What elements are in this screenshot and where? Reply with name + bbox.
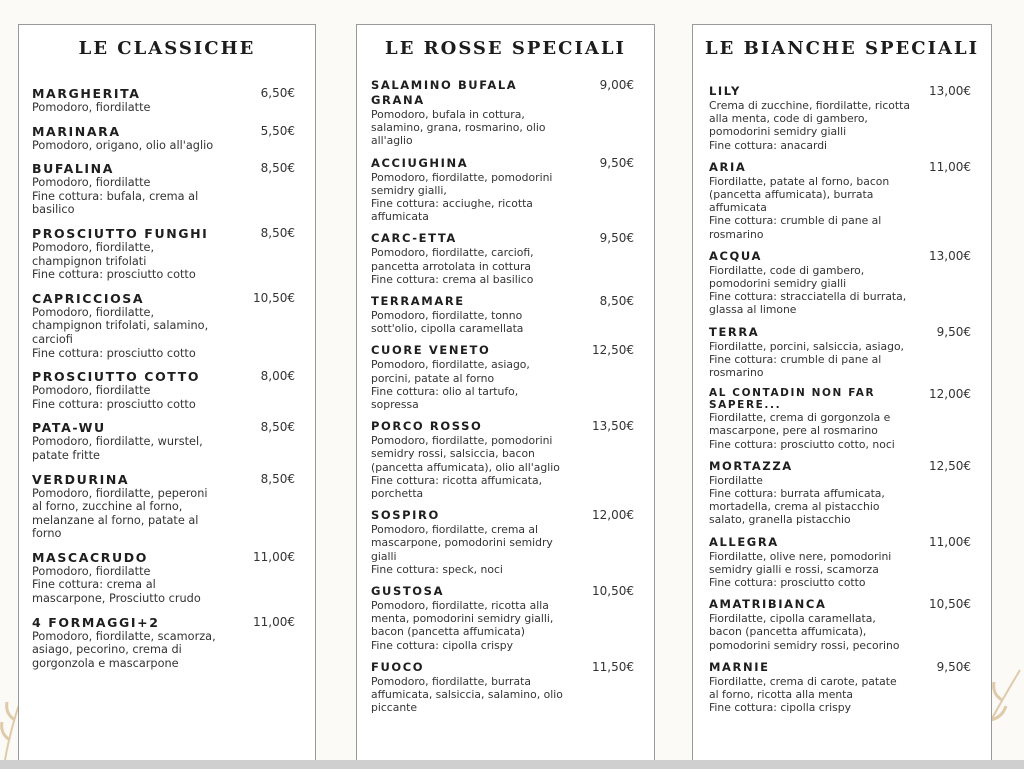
item-description-line: porchetta	[371, 487, 424, 501]
item-description-line: rosmarino	[709, 366, 764, 380]
menu-item	[709, 160, 971, 241]
item-description-line: Pomodoro, fiordilatte, ricotta alla	[371, 599, 549, 613]
item-name: FUOCO	[371, 659, 425, 674]
item-description-line: Fine cottura: cipolla crispy	[709, 701, 852, 715]
item-description-line: Pomodoro, fiordilatte,	[32, 240, 155, 254]
item-description-line: Pomodoro, origano, olio all'aglio	[32, 138, 214, 152]
item-description-line: (pancetta affumicata), olio all'aglio	[371, 460, 560, 474]
item-description-line: Fine cottura: anacardi	[709, 138, 828, 152]
item-description-line: Pomodoro, fiordilatte	[32, 564, 151, 578]
section-title: LE CLASSICHE	[78, 38, 256, 59]
item-description-line: affumicata	[709, 201, 767, 215]
item-price: 11,00€	[253, 549, 295, 564]
item-description-line: Pomodoro, fiordilatte, peperoni	[32, 486, 208, 500]
item-price: 9,50€	[936, 324, 971, 339]
item-name: MASCACRUDO	[32, 549, 148, 565]
item-description-line: Crema di zucchine, fiordilatte, ricotta	[709, 99, 910, 112]
item-name: CAPRICCIOSA	[32, 290, 145, 306]
item-description-line: champignon trifolati, salamino,	[32, 319, 209, 333]
item-name: MARINARA	[32, 123, 121, 139]
item-description-line: Pomodoro, fiordilatte, pomodorini	[371, 434, 553, 448]
item-description-line: Fiordilatte, code di gambero,	[709, 263, 865, 277]
item-description-line: mascarpone, Prosciutto crudo	[32, 592, 201, 606]
item-description-line: Pomodoro, fiordilatte, pomodorini	[371, 170, 553, 184]
item-description-line: Fine cottura: prosciutto cotto	[709, 576, 866, 590]
menu-item	[32, 226, 295, 282]
bottom-edge	[0, 760, 1024, 769]
item-description-line: Pomodoro, fiordilatte, burrata	[371, 674, 531, 688]
menu-item	[709, 325, 971, 380]
item-description-line: pomodorini semidry gialli	[709, 125, 847, 139]
item-description-line: Pomodoro, fiordilatte,	[32, 305, 155, 319]
menu-item	[371, 231, 634, 286]
section-title: LE ROSSE SPECIALI	[385, 38, 626, 59]
menu-item	[32, 369, 295, 411]
item-description-line: Pomodoro, bufala in cottura,	[371, 108, 525, 121]
menu-item	[32, 550, 295, 606]
item-name: CUORE VENETO	[371, 343, 491, 358]
item-description-line: semidry rossi, salsiccia, bacon	[371, 447, 535, 461]
item-description-line: Fine cottura: crumble di pane al	[709, 214, 882, 228]
menu-item	[709, 459, 971, 527]
item-description-line: champignon trifolati	[32, 254, 147, 268]
menu-item	[32, 420, 295, 462]
item-name: PORCO ROSSO	[371, 419, 483, 434]
item-description-line: sopressa	[371, 398, 419, 412]
item-description-line: Fine cottura: olio al tartufo,	[371, 384, 519, 398]
item-name: AMATRIBIANCA	[709, 597, 827, 612]
item-description-line: all'aglio	[371, 134, 413, 148]
item-description-line: semidry gialli e rossi, scamorza	[709, 562, 879, 576]
item-description-line: Fine cottura: prosciutto cotto	[32, 397, 196, 411]
item-description-line: bacon (pancetta affumicata)	[371, 625, 525, 639]
item-price: 11,00€	[253, 614, 295, 629]
item-description-line: pomodorini semidry rossi, pecorino	[709, 638, 900, 652]
item-name: 4 FORMAGGI+2	[32, 614, 160, 630]
menu-item	[371, 584, 634, 652]
item-description-line: mascarpone, pere al rosmarino	[709, 424, 878, 438]
item-name: SALAMINO BUFALA GRANA	[371, 78, 518, 107]
item-price: 8,50€	[260, 471, 295, 486]
item-description-line: affumicata	[371, 210, 429, 224]
item-name: LILY	[709, 84, 741, 98]
item-description-line: Fine cottura: burrata affumicata,	[709, 487, 885, 501]
item-description-line: glassa al limone	[709, 303, 797, 317]
item-price: 13,50€	[592, 419, 634, 434]
item-description-line: Pomodoro, fiordilatte, carciofi,	[371, 246, 534, 260]
item-description-line: Fine cottura: acciughe, ricotta	[371, 197, 533, 211]
item-description-line: Fiordilatte, porcini, salsiccia, asiago,	[709, 339, 904, 353]
item-name: VERDURINA	[32, 471, 130, 487]
item-price: 10,50€	[253, 290, 295, 305]
item-name: PATA-WU	[32, 420, 106, 436]
item-name: MARNIE	[709, 659, 770, 674]
menu-item	[32, 86, 295, 115]
item-name: ACCIUGHINA	[371, 155, 469, 170]
item-description-line: Fine cottura: speck, noci	[371, 562, 503, 576]
item-description-line: Fine cottura: prosciutto cotto	[32, 346, 196, 360]
item-name: MARGHERITA	[32, 86, 141, 101]
item-price: 9,50€	[936, 659, 971, 674]
item-description-line: Fiordilatte, olive nere, pomodorini	[709, 549, 892, 563]
menu-item	[371, 343, 634, 411]
menu-item	[709, 535, 971, 590]
item-name: TERRA	[709, 324, 760, 339]
menu-item	[32, 615, 295, 671]
item-description-line: Pomodoro, fiordilatte, wurstel,	[32, 435, 203, 449]
menu-item	[709, 597, 971, 652]
item-description-line: bacon (pancetta affumicata),	[709, 625, 867, 639]
item-price: 8,50€	[260, 420, 295, 435]
item-description-line: rosmarino	[709, 227, 764, 241]
menu-item	[709, 387, 971, 451]
item-description-line: (pancetta affumicata), burrata	[709, 188, 874, 202]
item-description-line: Fiordilatte	[709, 473, 763, 487]
item-description-line: gorgonzola e mascarpone	[32, 656, 179, 670]
item-description-line: asiago, pecorino, crema di	[32, 643, 182, 657]
item-name: PROSCIUTTO COTTO	[32, 369, 201, 385]
panel-bianche-speciali	[692, 24, 992, 760]
item-description-line: piccante	[371, 701, 418, 715]
item-description-line: Fine cottura: bufala, crema al	[32, 189, 199, 203]
menu-list	[357, 72, 654, 715]
item-name: SOSPIRO	[371, 508, 440, 523]
item-description-line: Fiordilatte, crema di gorgonzola e	[709, 411, 891, 425]
menu-item	[371, 508, 634, 576]
item-description-line: gialli	[371, 549, 397, 563]
panel-rosse-speciali	[356, 24, 655, 760]
item-description-line: semidry gialli,	[371, 183, 447, 197]
item-description-line: melanzane al forno, patate al	[32, 513, 199, 527]
item-price: 11,00€	[929, 534, 971, 549]
item-description-line: basilico	[32, 203, 75, 217]
item-name: ACQUA	[709, 248, 763, 263]
item-price: 9,50€	[599, 155, 634, 170]
item-description-line: Fine cottura: crema al basilico	[371, 272, 534, 286]
item-description-line: mascarpone, pomodorini semidry	[371, 536, 553, 550]
item-description-line: Fiordilatte, crema di carote, patate	[709, 674, 897, 688]
item-description-line: Fine cottura: ricotta affumicata,	[371, 473, 543, 487]
item-name: TERRAMARE	[371, 294, 465, 309]
item-price: 11,00€	[929, 159, 971, 174]
item-description-line: al forno, zucchine al forno,	[32, 500, 183, 514]
menu-item	[371, 78, 634, 148]
item-description-line: mortadella, crema al pistacchio	[709, 500, 880, 514]
item-price: 10,50€	[592, 584, 634, 599]
item-description-line: Fiordilatte, patate al forno, bacon	[709, 174, 890, 188]
menu-item	[371, 156, 634, 224]
item-description-line: porcini, patate al forno	[371, 371, 495, 385]
item-description-line: Pomodoro, fiordilatte, tonno	[371, 309, 523, 323]
menu-item	[32, 124, 295, 153]
item-price: 9,50€	[599, 231, 634, 246]
item-description-line: Pomodoro, fiordilatte	[32, 384, 151, 398]
item-price: 12,50€	[592, 343, 634, 358]
item-name: CARC-ETTA	[371, 231, 457, 246]
item-price: 8,50€	[260, 161, 295, 176]
item-description-line: patate fritte	[32, 448, 100, 462]
item-description-line: Pomodoro, fiordilatte, scamorza,	[32, 629, 216, 643]
item-description-line: Fine cottura: prosciutto cotto, noci	[709, 437, 895, 451]
item-description-line: Fine cottura: crumble di pane al	[709, 352, 882, 366]
item-name: GUSTOSA	[371, 584, 445, 599]
item-description-line: Pomodoro, fiordilatte	[32, 176, 151, 190]
item-description-line: carciofi	[32, 332, 73, 346]
menu-item	[709, 249, 971, 317]
menu-item	[32, 472, 295, 541]
item-description-line: Pomodoro, fiordilatte, asiago,	[371, 358, 530, 372]
item-description-line: Fine cottura: crema al	[32, 578, 156, 592]
item-price: 8,50€	[599, 294, 634, 309]
item-name: MORTAZZA	[709, 458, 793, 473]
item-price: 13,00€	[929, 84, 971, 98]
item-name: ARIA	[709, 159, 747, 174]
item-name: AL CONTADIN NON FAR SAPERE...	[709, 387, 876, 412]
item-description-line: Pomodoro, fiordilatte, crema al	[371, 523, 539, 537]
panel-classiche	[18, 24, 316, 760]
menu-list	[19, 72, 315, 670]
item-description-line: pancetta arrotolata in cottura	[371, 259, 531, 273]
item-description-line: Fine cottura: cipolla crispy	[371, 638, 514, 652]
item-price: 10,50€	[929, 597, 971, 612]
menu-item	[32, 291, 295, 360]
menu-item	[371, 419, 634, 500]
menu-item	[709, 84, 971, 152]
item-description-line: salamino, grana, rosmarino, olio	[371, 121, 546, 135]
item-price: 12,00€	[929, 387, 971, 402]
menu-item	[32, 161, 295, 217]
item-description-line: al forno, ricotta alla menta	[709, 688, 854, 702]
item-price: 12,00€	[592, 508, 634, 523]
menu-item	[371, 294, 634, 335]
menu-item	[371, 660, 634, 715]
item-name: BUFALINA	[32, 161, 115, 177]
item-name: ALLEGRA	[709, 534, 779, 549]
menu-item	[709, 660, 971, 715]
item-description-line: alla menta, code di gambero,	[709, 112, 868, 126]
item-description-line: forno	[32, 527, 62, 541]
menu-list	[693, 72, 991, 715]
item-price: 11,50€	[592, 659, 634, 674]
item-price: 8,00€	[260, 369, 295, 384]
item-description-line: salato, granella pistacchio	[709, 513, 851, 527]
item-price: 6,50€	[260, 86, 295, 100]
item-description-line: menta, pomodorini semidry gialli,	[371, 612, 554, 626]
item-price: 12,50€	[929, 458, 971, 473]
item-description-line: Fine cottura: stracciatella di burrata,	[709, 290, 907, 304]
item-price: 13,00€	[929, 248, 971, 263]
item-description-line: pomodorini semidry gialli	[709, 277, 847, 291]
section-title: LE BIANCHE SPECIALI	[704, 38, 980, 59]
item-description-line: sott'olio, cipolla caramellata	[371, 322, 524, 336]
item-price: 9,00€	[599, 78, 634, 92]
item-name: PROSCIUTTO FUNGHI	[32, 225, 209, 241]
item-description-line: Fine cottura: prosciutto cotto	[32, 268, 196, 282]
item-description-line: Fiordilatte, cipolla caramellata,	[709, 612, 876, 626]
item-description-line: Pomodoro, fiordilatte	[32, 101, 151, 114]
item-price: 8,50€	[260, 225, 295, 240]
item-description-line: affumicata, salsiccia, salamino, olio	[371, 688, 563, 702]
item-price: 5,50€	[260, 123, 295, 138]
